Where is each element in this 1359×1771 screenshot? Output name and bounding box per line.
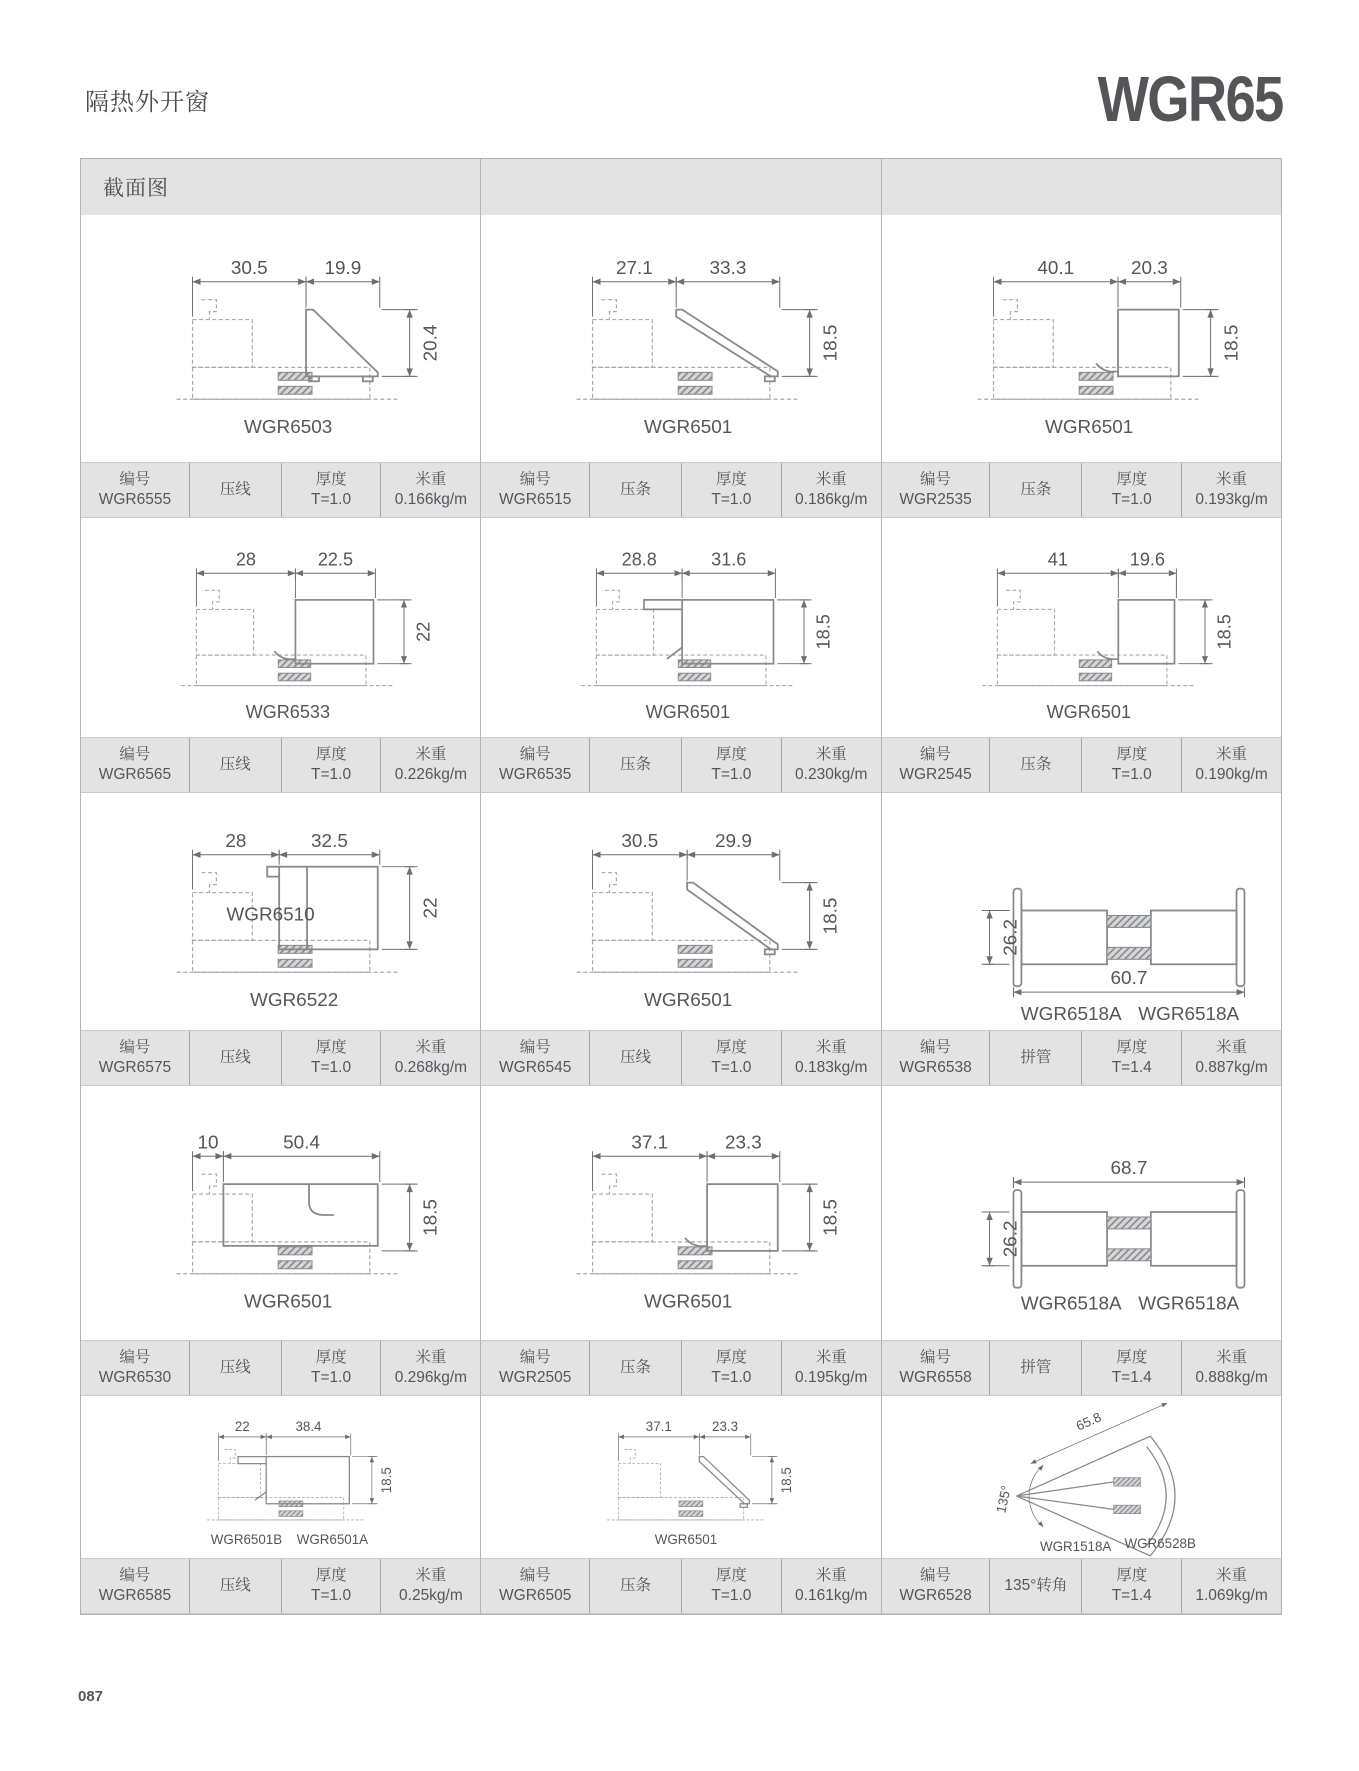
spec-thickness-label: 厚度 <box>1116 1348 1148 1366</box>
profile-code-label: WGR6501B <box>210 1531 283 1547</box>
dimension-value: 32.5 <box>311 830 348 852</box>
profile-drawing <box>481 793 880 1030</box>
spec-code-label: 编号 <box>920 1566 952 1584</box>
table-header-cell <box>81 159 480 215</box>
spec-weight-value: 0.268kg/m <box>394 1059 468 1076</box>
spec-row <box>81 1340 1281 1396</box>
dimension-value: 23.3 <box>712 1419 739 1435</box>
spec-code-value: WGR6585 <box>98 1587 172 1604</box>
dimension-value: 18.5 <box>1221 324 1243 362</box>
spec-strip <box>881 1030 1281 1086</box>
spec-category-value: 压条 <box>620 755 652 773</box>
spec-code-value: WGR2535 <box>899 491 972 508</box>
spec-category-value: 压条 <box>1020 480 1052 498</box>
profile-code-label: WGR6533 <box>245 701 331 722</box>
dimension-value: 27.1 <box>616 257 654 279</box>
spec-category-value: 压线 <box>219 755 251 773</box>
spec-code-label: 编号 <box>519 1348 551 1366</box>
spec-thickness <box>281 1031 381 1085</box>
profile-code-label: WGR6501 <box>644 417 733 439</box>
spec-weight <box>1181 1341 1281 1395</box>
diagram-table <box>80 158 1282 1615</box>
spec-thickness-label: 厚度 <box>315 1566 347 1584</box>
spec-weight-value: 0.190kg/m <box>1195 766 1268 783</box>
spec-weight-value: 0.183kg/m <box>795 1059 868 1076</box>
dimension-value: 22 <box>420 897 442 919</box>
profile-code-label: WGR6518A <box>1137 1004 1239 1026</box>
spec-row <box>81 1558 1281 1614</box>
spec-strip <box>81 1030 480 1086</box>
spec-code <box>882 1559 990 1613</box>
dimension-value: 18.5 <box>378 1467 394 1494</box>
spec-thickness <box>681 463 781 517</box>
dimension-value: 19.6 <box>1129 549 1165 570</box>
diagram-row <box>81 1396 1281 1558</box>
profile-code-label: WGR6518A <box>1137 1293 1239 1315</box>
spec-weight <box>1181 1031 1281 1085</box>
profile-drawing <box>81 215 480 462</box>
spec-thickness-label: 厚度 <box>715 1566 747 1584</box>
spec-thickness <box>281 1559 381 1613</box>
spec-code-label: 编号 <box>519 745 551 763</box>
profile-code-label: WGR6501 <box>655 1531 718 1547</box>
profile-drawing <box>481 1086 880 1340</box>
profile-code-label: WGR6501 <box>1046 701 1131 722</box>
dimension-value: 29.9 <box>715 830 753 852</box>
spec-strip <box>480 737 880 793</box>
spec-code-value: WGR6538 <box>899 1059 972 1076</box>
diagram-row <box>81 215 1281 462</box>
spec-thickness-label: 厚度 <box>315 1038 347 1056</box>
spec-weight <box>1181 738 1281 792</box>
profile-drawing <box>81 1086 480 1340</box>
dimension-value: 18.5 <box>1214 614 1235 650</box>
dimension-value: 30.5 <box>230 257 268 279</box>
dimension-value: 18.5 <box>779 1467 795 1494</box>
table-header-row <box>81 159 1281 215</box>
spec-category <box>989 463 1081 517</box>
spec-strip <box>480 1558 880 1614</box>
spec-strip <box>881 462 1281 518</box>
spec-code <box>81 1559 189 1613</box>
spec-weight-value: 0.193kg/m <box>1195 491 1268 508</box>
spec-weight <box>380 1559 480 1613</box>
spec-thickness <box>681 1559 781 1613</box>
dimension-value: 38.4 <box>295 1419 322 1435</box>
spec-thickness-value: T=1.0 <box>711 766 752 783</box>
dimension-value: 19.9 <box>324 257 362 279</box>
profile-drawing <box>882 793 1281 1030</box>
spec-thickness-value: T=1.0 <box>311 491 352 508</box>
dimension-value: 68.7 <box>1110 1158 1148 1180</box>
dimension-value: 41 <box>1047 549 1068 570</box>
spec-weight-value: 0.195kg/m <box>795 1369 868 1386</box>
spec-code-label: 编号 <box>119 470 151 488</box>
dimension-value: 50.4 <box>283 1132 320 1154</box>
spec-thickness <box>1081 1031 1181 1085</box>
diagram-row <box>81 793 1281 1030</box>
spec-thickness-value: T=1.0 <box>311 1059 352 1076</box>
spec-category-value: 压线 <box>219 1358 251 1376</box>
spec-category-value: 135°转角 <box>1004 1576 1068 1594</box>
spec-weight-label: 米重 <box>1216 1038 1248 1056</box>
spec-thickness-label: 厚度 <box>715 470 747 488</box>
spec-thickness <box>281 1341 381 1395</box>
spec-code-value: WGR6565 <box>98 766 172 783</box>
spec-strip <box>81 462 480 518</box>
spec-thickness-label: 厚度 <box>1116 1038 1148 1056</box>
spec-weight-value: 0.161kg/m <box>795 1587 868 1604</box>
dimension-value: 37.1 <box>646 1419 673 1435</box>
spec-weight-label: 米重 <box>415 1566 447 1584</box>
dimension-value: 40.1 <box>1037 257 1074 279</box>
spec-weight-label: 米重 <box>815 745 847 763</box>
spec-thickness-label: 厚度 <box>315 1348 347 1366</box>
dimension-value: 20.3 <box>1130 257 1168 279</box>
spec-thickness-label: 厚度 <box>715 1348 747 1366</box>
spec-code <box>481 1559 589 1613</box>
profile-code-label: WGR6518A <box>1020 1293 1122 1315</box>
section-header: 截面图 <box>103 177 169 200</box>
spec-code-value: WGR6558 <box>899 1369 972 1386</box>
diagram-cell <box>881 1086 1281 1340</box>
spec-thickness-value: T=1.0 <box>711 1059 752 1076</box>
spec-code <box>481 1341 589 1395</box>
diagram-cell <box>480 215 880 462</box>
dimension-value: 23.3 <box>725 1132 763 1154</box>
spec-code <box>81 738 189 792</box>
spec-code-label: 编号 <box>119 1038 151 1056</box>
spec-strip <box>81 1558 480 1614</box>
spec-category <box>589 1031 681 1085</box>
profile-drawing <box>481 518 880 737</box>
profile-code-label: WGR6501 <box>644 990 733 1012</box>
spec-weight-value: 0.230kg/m <box>795 766 868 783</box>
spec-thickness <box>681 738 781 792</box>
spec-row <box>81 737 1281 793</box>
spec-code-value: WGR6515 <box>499 491 572 508</box>
profile-code-label: WGR6501A <box>296 1531 369 1547</box>
dimension-value: 65.8 <box>1073 1409 1104 1434</box>
profile-code-label: WGR6501 <box>1044 417 1133 439</box>
spec-code-label: 编号 <box>119 1566 151 1584</box>
spec-code-label: 编号 <box>920 1348 952 1366</box>
spec-category <box>989 1031 1081 1085</box>
dimension-value: 20.4 <box>420 324 442 362</box>
spec-weight-label: 米重 <box>815 1038 847 1056</box>
spec-code <box>882 463 990 517</box>
spec-weight-value: 0.25kg/m <box>399 1587 463 1604</box>
spec-thickness-label: 厚度 <box>715 1038 747 1056</box>
profile-code-label: WGR6510 <box>226 904 315 926</box>
spec-code-value: WGR2545 <box>899 766 972 783</box>
dimension-value: 30.5 <box>621 830 659 852</box>
spec-weight-label: 米重 <box>415 470 447 488</box>
spec-strip <box>881 1558 1281 1614</box>
diagram-row <box>81 1086 1281 1340</box>
dimension-value: 18.5 <box>820 324 842 362</box>
spec-weight-value: 0.887kg/m <box>1195 1059 1268 1076</box>
spec-strip <box>480 1340 880 1396</box>
dimension-value: 18.5 <box>814 614 835 650</box>
spec-category <box>989 738 1081 792</box>
spec-thickness-value: T=1.0 <box>311 766 352 783</box>
spec-weight-label: 米重 <box>1216 470 1248 488</box>
diagram-cell <box>81 518 480 737</box>
dimension-value: 22 <box>413 621 434 642</box>
diagram-cell <box>480 1086 880 1340</box>
spec-code-label: 编号 <box>519 1038 551 1056</box>
spec-code-value: WGR6575 <box>98 1059 172 1076</box>
spec-weight-label: 米重 <box>1216 1348 1248 1366</box>
profile-drawing <box>882 215 1281 462</box>
spec-thickness-value: T=1.4 <box>1111 1587 1152 1604</box>
spec-code-value: WGR6535 <box>499 766 572 783</box>
spec-weight-label: 米重 <box>415 745 447 763</box>
spec-thickness-value: T=1.0 <box>711 1369 752 1386</box>
diagram-cell <box>81 1396 480 1558</box>
profile-code-label: WGR1518A <box>1039 1538 1112 1554</box>
spec-code <box>481 1031 589 1085</box>
spec-thickness <box>1081 1341 1181 1395</box>
spec-category <box>989 1559 1081 1613</box>
dimension-value: 28 <box>225 830 247 852</box>
diagram-cell <box>881 518 1281 737</box>
spec-thickness-value: T=1.0 <box>711 1587 752 1604</box>
spec-weight-label: 米重 <box>815 1566 847 1584</box>
table-header-cell <box>881 159 1281 215</box>
spec-category-value: 压条 <box>620 1358 652 1376</box>
dimension-value: 31.6 <box>711 549 747 570</box>
dimension-value: 37.1 <box>631 1132 669 1154</box>
spec-category-value: 压线 <box>620 1048 652 1066</box>
spec-code-value: WGR6528 <box>899 1587 972 1604</box>
spec-thickness-value: T=1.4 <box>1111 1369 1152 1386</box>
spec-code <box>81 463 189 517</box>
diagram-cell <box>480 1396 880 1558</box>
spec-category <box>589 738 681 792</box>
spec-thickness <box>1081 463 1181 517</box>
diagram-cell <box>881 1396 1281 1558</box>
spec-weight-value: 1.069kg/m <box>1195 1587 1268 1604</box>
diagram-cell <box>881 215 1281 462</box>
spec-code <box>81 1031 189 1085</box>
spec-category-value: 压条 <box>620 480 652 498</box>
profile-code-label: WGR6503 <box>243 417 333 439</box>
spec-weight-value: 0.226kg/m <box>394 766 468 783</box>
spec-weight-value: 0.186kg/m <box>795 491 868 508</box>
spec-category <box>989 1341 1081 1395</box>
spec-weight <box>380 1031 480 1085</box>
dimension-value: 28.8 <box>621 549 658 570</box>
spec-weight <box>781 1031 881 1085</box>
spec-code-label: 编号 <box>920 470 952 488</box>
profile-code-label: WGR6518A <box>1020 1004 1122 1026</box>
spec-category <box>189 1559 281 1613</box>
spec-thickness-value: T=1.0 <box>1111 766 1152 783</box>
profile-drawing <box>882 1086 1281 1340</box>
profile-code-label: WGR6522 <box>249 990 339 1012</box>
diagram-cell <box>881 793 1281 1030</box>
spec-code-label: 编号 <box>920 1038 952 1056</box>
spec-weight-label: 米重 <box>1216 1566 1248 1584</box>
spec-thickness-value: T=1.0 <box>311 1369 352 1386</box>
spec-category-value: 压线 <box>219 1576 251 1594</box>
spec-weight-label: 米重 <box>815 1348 847 1366</box>
spec-code <box>481 738 589 792</box>
profile-code-label: WGR6501 <box>644 1291 733 1313</box>
profile-code-label: WGR6501 <box>243 1291 333 1313</box>
spec-thickness <box>1081 1559 1181 1613</box>
dimension-value: 28 <box>235 549 256 570</box>
spec-code-label: 编号 <box>119 745 151 763</box>
spec-code <box>882 1031 990 1085</box>
diagram-cell <box>480 518 880 737</box>
spec-strip <box>480 462 880 518</box>
dimension-value: 26.2 <box>1000 918 1022 956</box>
diagram-cell <box>480 793 880 1030</box>
spec-code-value: WGR6505 <box>499 1587 572 1604</box>
spec-weight <box>380 1341 480 1395</box>
diagram-row <box>81 518 1281 737</box>
page-number: 087 <box>78 1688 104 1705</box>
profile-drawing <box>481 215 880 462</box>
spec-category <box>189 738 281 792</box>
spec-weight-label: 米重 <box>415 1038 447 1056</box>
spec-category <box>589 1341 681 1395</box>
profile-drawing <box>882 1396 1281 1558</box>
spec-category-value: 压条 <box>620 1576 652 1594</box>
spec-category-value: 压线 <box>219 1048 251 1066</box>
spec-strip <box>480 1030 880 1086</box>
spec-thickness <box>681 1341 781 1395</box>
dimension-value: 10 <box>197 1132 219 1154</box>
profile-drawing <box>81 518 480 737</box>
dimension-value: 22.5 <box>317 549 354 570</box>
spec-code <box>882 738 990 792</box>
profile-drawing <box>81 1396 480 1558</box>
spec-category-value: 拼管 <box>1020 1358 1052 1376</box>
dimension-value: 22 <box>234 1419 250 1435</box>
spec-thickness <box>1081 738 1181 792</box>
spec-thickness-label: 厚度 <box>315 470 347 488</box>
spec-thickness <box>281 463 381 517</box>
spec-weight-value: 0.166kg/m <box>394 491 468 508</box>
spec-weight-label: 米重 <box>815 470 847 488</box>
dimension-value: 60.7 <box>1110 968 1148 990</box>
spec-strip <box>81 737 480 793</box>
spec-code-label: 编号 <box>519 470 551 488</box>
spec-code-label: 编号 <box>519 1566 551 1584</box>
spec-thickness <box>681 1031 781 1085</box>
spec-weight <box>781 738 881 792</box>
profile-drawing <box>81 793 480 1030</box>
spec-weight <box>781 463 881 517</box>
spec-code <box>882 1341 990 1395</box>
spec-category <box>589 463 681 517</box>
dimension-value: 26.2 <box>1000 1220 1022 1258</box>
spec-thickness-value: T=1.0 <box>711 491 752 508</box>
diagram-cell <box>81 1086 480 1340</box>
spec-thickness-label: 厚度 <box>315 745 347 763</box>
dimension-value: 18.5 <box>820 1199 842 1236</box>
spec-strip <box>81 1340 480 1396</box>
model-code: WGR65 <box>1098 63 1283 135</box>
spec-thickness-label: 厚度 <box>1116 1566 1148 1584</box>
spec-weight <box>380 463 480 517</box>
spec-row <box>81 462 1281 518</box>
spec-weight <box>781 1341 881 1395</box>
profile-drawing <box>481 1396 880 1558</box>
spec-category-value: 压条 <box>1020 755 1052 773</box>
spec-weight <box>380 738 480 792</box>
profile-drawing <box>882 518 1281 737</box>
dimension-value: 18.5 <box>420 1199 442 1236</box>
spec-category <box>189 1341 281 1395</box>
spec-category-value: 拼管 <box>1020 1048 1052 1066</box>
diagram-cell <box>81 215 480 462</box>
spec-code <box>81 1341 189 1395</box>
spec-weight <box>781 1559 881 1613</box>
spec-category-value: 压线 <box>219 480 251 498</box>
spec-code-label: 编号 <box>920 745 952 763</box>
spec-thickness-label: 厚度 <box>715 745 747 763</box>
spec-thickness <box>281 738 381 792</box>
spec-code-value: WGR2505 <box>499 1369 572 1386</box>
spec-thickness-label: 厚度 <box>1116 745 1148 763</box>
spec-strip <box>881 737 1281 793</box>
dimension-value: 33.3 <box>709 257 747 279</box>
spec-code-value: WGR6530 <box>98 1369 172 1386</box>
spec-weight-label: 米重 <box>415 1348 447 1366</box>
spec-code-value: WGR6555 <box>98 491 172 508</box>
page-title: 隔热外开窗 <box>85 89 210 116</box>
spec-weight-value: 0.888kg/m <box>1195 1369 1268 1386</box>
spec-thickness-value: T=1.0 <box>311 1587 352 1604</box>
spec-category <box>189 463 281 517</box>
spec-thickness-value: T=1.4 <box>1111 1059 1152 1076</box>
dimension-value: 135° <box>993 1484 1014 1515</box>
profile-code-label: WGR6501 <box>645 701 731 722</box>
spec-code <box>481 463 589 517</box>
spec-thickness-value: T=1.0 <box>1111 491 1152 508</box>
spec-weight-value: 0.296kg/m <box>394 1369 468 1386</box>
spec-weight-label: 米重 <box>1216 745 1248 763</box>
spec-category <box>189 1031 281 1085</box>
table-header-cell <box>480 159 880 215</box>
dimension-value: 18.5 <box>820 897 842 935</box>
spec-code-label: 编号 <box>119 1348 151 1366</box>
spec-weight <box>1181 1559 1281 1613</box>
spec-weight <box>1181 463 1281 517</box>
spec-strip <box>881 1340 1281 1396</box>
spec-thickness-label: 厚度 <box>1116 470 1148 488</box>
profile-code-label: WGR6528B <box>1124 1536 1196 1552</box>
spec-code-value: WGR6545 <box>499 1059 572 1076</box>
diagram-cell <box>81 793 480 1030</box>
spec-category <box>589 1559 681 1613</box>
spec-row <box>81 1030 1281 1086</box>
